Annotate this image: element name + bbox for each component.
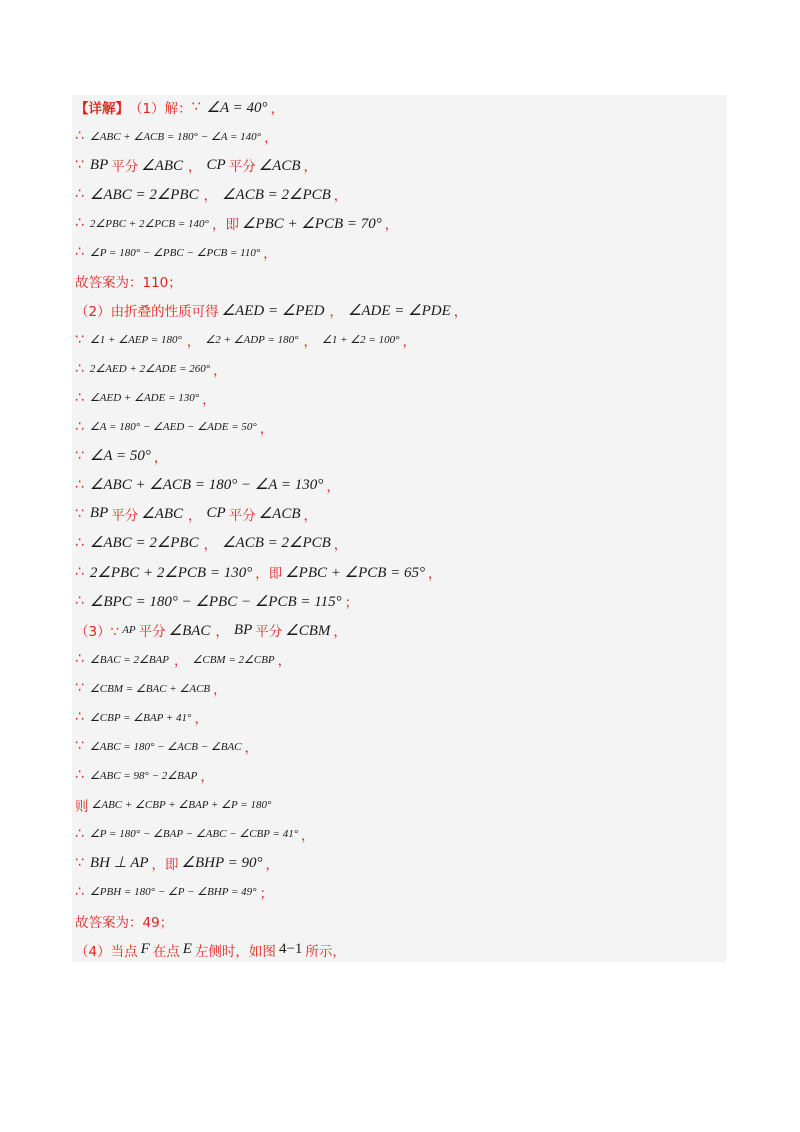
solution-line-21 bbox=[75, 674, 723, 703]
therefore-symbol: ∴ bbox=[75, 564, 84, 581]
because-symbol: ∵ bbox=[191, 99, 201, 116]
punctuation: ， bbox=[200, 769, 214, 786]
math-expression: ∠PBC + ∠PCB = 65° bbox=[285, 564, 426, 581]
math-expression: ∠BHP = 90° bbox=[181, 855, 263, 872]
math-expression: 2∠PBC + 2∠PCB = 130° bbox=[89, 564, 253, 581]
math-expression: ∠A = 50° bbox=[89, 448, 151, 465]
punctuation: ， bbox=[333, 188, 348, 205]
math-expression: ∠ACB bbox=[258, 157, 301, 174]
punctuation: ； bbox=[344, 595, 359, 612]
math-expression: ∠ACB = 2∠PCB bbox=[222, 535, 331, 552]
therefore-symbol: ∴ bbox=[75, 215, 84, 232]
punctuation: ， bbox=[329, 304, 343, 321]
solution-line-18 bbox=[75, 587, 723, 616]
punctuation: ， bbox=[301, 827, 315, 844]
answer-text: 故答案为：110； bbox=[75, 275, 182, 292]
therefore-symbol: ∴ bbox=[75, 534, 84, 551]
explanation-text: 平分 bbox=[138, 624, 166, 641]
explanation-text: ，即 bbox=[211, 217, 239, 234]
because-symbol: ∵ bbox=[75, 331, 84, 348]
punctuation: ， bbox=[213, 682, 227, 699]
solution-line-30 bbox=[75, 935, 723, 964]
math-expression: ∠ABC + ∠ACB = 180° − ∠A = 130° bbox=[89, 477, 324, 494]
math-expression: ∠ACB = 2∠PCB bbox=[222, 186, 331, 203]
punctuation: ， bbox=[326, 478, 340, 495]
math-expression: ∠A = 180° − ∠AED − ∠ADE = 50° bbox=[89, 421, 257, 434]
math-variable: E bbox=[182, 941, 192, 958]
solution-line-24 bbox=[75, 761, 723, 790]
punctuation: ， bbox=[153, 449, 168, 466]
math-expression: ∠ABC = 180° − ∠ACB − ∠BAC bbox=[89, 740, 242, 753]
explanation-text: 平分 bbox=[228, 159, 256, 176]
math-expression: ∠BPC = 180° − ∠PBC − ∠PCB = 115° bbox=[89, 593, 342, 610]
therefore-symbol: ∴ bbox=[75, 883, 84, 900]
solution-line-12 bbox=[75, 412, 723, 441]
solution-line-1 bbox=[75, 93, 723, 122]
punctuation: ， bbox=[174, 653, 188, 670]
therefore-symbol: ∴ bbox=[75, 709, 84, 726]
punctuation: ， bbox=[384, 217, 399, 234]
math-expression: 2∠AED + 2∠ADE = 260° bbox=[89, 363, 211, 376]
punctuation: ， bbox=[270, 101, 284, 118]
solution-line-13 bbox=[75, 441, 723, 470]
therefore-symbol: ∴ bbox=[75, 476, 84, 493]
explanation-text: 平分 bbox=[111, 159, 139, 176]
punctuation: ， bbox=[188, 159, 202, 176]
solution-line-20 bbox=[75, 645, 723, 674]
therefore-symbol: ∴ bbox=[75, 244, 84, 261]
math-expression: ∠AED = ∠PED bbox=[221, 302, 325, 319]
math-expression: ∠ABC bbox=[141, 157, 184, 174]
punctuation: ， bbox=[303, 507, 317, 524]
therefore-symbol: ∴ bbox=[75, 186, 84, 203]
math-expression: ∠CBM = 2∠CBP bbox=[192, 653, 275, 666]
math-expression: BP bbox=[89, 156, 109, 173]
punctuation: ， bbox=[213, 362, 227, 379]
math-expression: ∠A = 40° bbox=[206, 99, 268, 116]
math-expression: ∠BAC = 2∠BAP bbox=[89, 653, 170, 666]
explanation-text: 平分 bbox=[111, 507, 139, 524]
answer-line-1 bbox=[75, 267, 723, 296]
because-symbol: ∵ bbox=[75, 505, 84, 522]
solution-line-14 bbox=[75, 470, 723, 499]
punctuation: ， bbox=[203, 536, 218, 553]
math-expression: CP bbox=[206, 156, 226, 173]
math-expression: ∠PBC + ∠PCB = 70° bbox=[241, 215, 382, 232]
solution-content bbox=[75, 93, 723, 965]
therefore-symbol: ∴ bbox=[75, 651, 84, 668]
punctuation: ， bbox=[203, 188, 218, 205]
math-expression: ∠ACB bbox=[258, 506, 301, 523]
solution-line-15 bbox=[75, 499, 723, 528]
punctuation: ， bbox=[194, 711, 208, 728]
punctuation: ， bbox=[303, 333, 318, 350]
math-expression: ∠CBM bbox=[285, 622, 331, 639]
math-expression: ∠CBM = ∠BAC + ∠ACB bbox=[89, 682, 211, 695]
punctuation: ， bbox=[402, 333, 416, 350]
punctuation: ， bbox=[333, 624, 347, 641]
solution-line-3 bbox=[75, 151, 723, 180]
solution-line-10 bbox=[75, 354, 723, 383]
punctuation: ， bbox=[265, 856, 280, 873]
math-expression: ∠2 + ∠ADP = 180° bbox=[205, 334, 299, 347]
punctuation: ， bbox=[186, 333, 201, 350]
therefore-symbol: ∴ bbox=[75, 825, 84, 842]
therefore-symbol: ∴ bbox=[75, 767, 84, 784]
math-expression: ∠1 + ∠2 = 100° bbox=[322, 334, 400, 347]
because-symbol: ∵ bbox=[75, 738, 84, 755]
solution-line-26 bbox=[75, 819, 723, 848]
solution-line-4 bbox=[75, 180, 723, 209]
math-variable: F bbox=[140, 941, 150, 958]
math-expression: BP bbox=[233, 621, 253, 638]
therefore-symbol: ∴ bbox=[75, 389, 84, 406]
math-expression: ∠AED + ∠ADE = 130° bbox=[89, 392, 200, 405]
solution-line-6 bbox=[75, 238, 723, 267]
math-expression: ∠PBH = 180° − ∠P − ∠BHP = 49° bbox=[89, 886, 257, 899]
because-symbol: ∵ bbox=[75, 854, 84, 871]
solution-line-25 bbox=[75, 790, 723, 819]
solution-line-9 bbox=[75, 325, 723, 354]
math-expression: CP bbox=[206, 505, 226, 522]
because-symbol: ∵ bbox=[75, 447, 84, 464]
explanation-text: ，即 bbox=[255, 566, 283, 583]
math-expression: ∠1 + ∠AEP = 180° bbox=[89, 334, 182, 347]
answer-line-2 bbox=[75, 906, 723, 935]
punctuation: ， bbox=[215, 624, 229, 641]
because-symbol: ∵ bbox=[75, 680, 84, 697]
therefore-symbol: ∴ bbox=[75, 128, 84, 145]
math-expression: ∠ABC = 2∠PBC bbox=[89, 186, 199, 203]
solution-line-2 bbox=[75, 122, 723, 151]
because-symbol: ∵ bbox=[75, 157, 84, 174]
therefore-symbol: ∴ bbox=[75, 360, 84, 377]
math-expression: ∠BAC bbox=[168, 622, 211, 639]
explanation-text: 平分 bbox=[255, 624, 283, 641]
solution-line-23 bbox=[75, 732, 723, 761]
punctuation: ， bbox=[188, 507, 202, 524]
punctuation: ， bbox=[453, 304, 468, 321]
solution-line-22 bbox=[75, 703, 723, 732]
explanation-text: （3）∵ bbox=[75, 624, 120, 641]
math-expression: BP bbox=[89, 505, 109, 522]
figure-number: 4−1 bbox=[278, 941, 303, 958]
math-expression: ∠P = 180° − ∠PBC − ∠PCB = 110° bbox=[89, 246, 261, 259]
math-expression: ∠ADE = ∠PDE bbox=[347, 302, 451, 319]
section-heading: 【详解】 bbox=[75, 101, 129, 118]
solution-line-5 bbox=[75, 209, 723, 238]
punctuation: ， bbox=[244, 740, 258, 757]
punctuation: ， bbox=[428, 566, 442, 583]
punctuation: ； bbox=[259, 885, 274, 902]
math-expression: ∠ABC = 98° − 2∠BAP bbox=[89, 769, 198, 782]
punctuation: ， bbox=[277, 653, 292, 670]
math-expression: ∠ABC + ∠CBP + ∠BAP + ∠P = 180° bbox=[91, 799, 272, 812]
explanation-text: （4）当点 bbox=[75, 943, 138, 960]
solution-line-8 bbox=[75, 296, 723, 325]
solution-line-16 bbox=[75, 528, 723, 557]
punctuation: ， bbox=[264, 130, 278, 147]
explanation-text: 则 bbox=[75, 798, 89, 815]
solution-line-19 bbox=[75, 616, 723, 645]
solution-line-11 bbox=[75, 383, 723, 412]
explanation-text: （2）由折叠的性质可得 bbox=[75, 304, 219, 321]
math-expression: AP bbox=[122, 624, 136, 637]
explanation-text: ，即 bbox=[151, 856, 179, 873]
answer-text: 故答案为：49； bbox=[75, 914, 174, 931]
solution-line-28 bbox=[75, 877, 723, 906]
explanation-text: （1）解： bbox=[129, 101, 192, 118]
punctuation: ， bbox=[259, 420, 274, 437]
explanation-text: 所示， bbox=[305, 943, 346, 960]
punctuation: ， bbox=[333, 536, 348, 553]
math-expression: 2∠PBC + 2∠PCB = 140° bbox=[89, 217, 209, 230]
punctuation: ， bbox=[263, 246, 277, 263]
math-expression: BH ⊥ AP bbox=[89, 855, 149, 872]
punctuation: ， bbox=[202, 391, 216, 408]
solution-line-17 bbox=[75, 558, 723, 587]
math-expression: ∠P = 180° − ∠BAP − ∠ABC − ∠CBP = 41° bbox=[89, 828, 299, 841]
explanation-text: 在点 bbox=[152, 943, 180, 960]
explanation-text: 左侧时，如图 bbox=[194, 943, 276, 960]
therefore-symbol: ∴ bbox=[75, 593, 84, 610]
math-expression: ∠ABC + ∠ACB = 180° − ∠A = 140° bbox=[89, 130, 262, 143]
explanation-text: 平分 bbox=[228, 507, 256, 524]
therefore-symbol: ∴ bbox=[75, 418, 84, 435]
math-expression: ∠ABC = 2∠PBC bbox=[89, 535, 199, 552]
punctuation: ， bbox=[303, 159, 317, 176]
math-expression: ∠CBP = ∠BAP + 41° bbox=[89, 711, 192, 724]
solution-line-27 bbox=[75, 848, 723, 877]
math-expression: ∠ABC bbox=[141, 506, 184, 523]
